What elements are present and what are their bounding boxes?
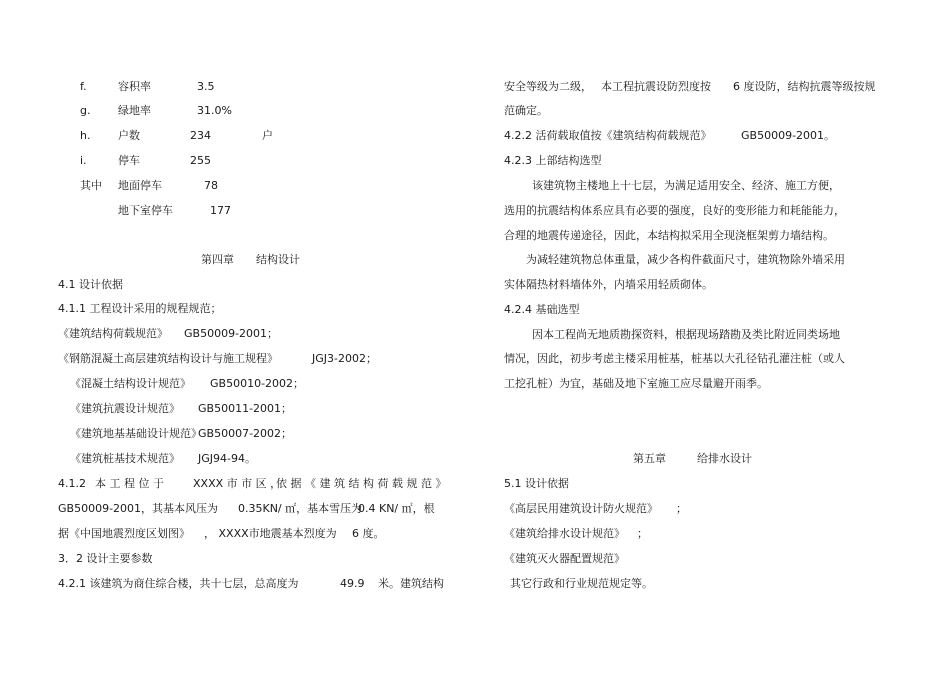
stat-letter: h. [80,129,91,142]
stat-label: 停车 [118,154,140,167]
section-heading: 4.1 设计依据 [58,278,123,291]
stat-value: 255 [190,154,211,167]
code-number: ； [637,527,648,540]
stat-value: 31.0% [197,104,232,117]
code-number: JGJ3-2002； [312,352,377,365]
stat-label: 绿地率 [118,104,151,117]
section-heading: 3．2 设计主要参数 [58,552,153,565]
para-4-2-1-text: 4.2.1 该建筑为商住综合楼，共十七层，总高度为 [58,577,299,590]
para-text: 工挖孔桩）为宜，基础及地下室施工应尽量避开雨季。 [504,377,768,390]
chapter-title: 给排水设计 [697,452,752,465]
stat-label: 容积率 [118,80,151,93]
code-name: 《建筑给排水设计规范》 [504,527,625,540]
para-text: 实体隔热材料墙体外，内墙采用轻质砌体。 [504,278,713,291]
stat-row [80,80,87,94]
code-number: GB50010-2002； [210,377,305,390]
subsection-heading: 4.2.4 基础选型 [504,303,580,316]
parking-basement-label: 地下室停车 [118,204,173,217]
para-text: 情况，因此，初步考虑主楼采用桩基，桩基以大孔径钻孔灌注桩（或人 [504,352,845,365]
para-4-1-2-text: GB50009-2001，其基本风压为 [58,502,219,515]
para-4-1-2-text: 依 据 《 建 筑 结 构 荷 载 规 范 》 [276,477,447,490]
parking-qizhong: 其中 [80,179,102,192]
code-name: 《钢筋混凝土高层建筑结构设计与施工规程》 [58,352,278,365]
para-4-1-2-num: 4.1.2 [58,477,86,490]
para-4-2-1-text: 49.9 [340,577,365,590]
code-number: JGJ94-94。 [198,452,256,465]
para-text: 本工程抗震设防烈度按 [601,80,711,93]
code-name: 《建筑桩基技术规范》 [70,452,180,465]
para-4-1-2-text: 据《中国地震烈度区划图》 [58,527,190,540]
parking-basement-value: 177 [210,204,231,217]
para-text: 6 度设防，结构抗震等级按规 [733,80,876,93]
parking-ground-value: 78 [204,179,218,192]
para-text: 合理的地震传递途径，因此，本结构拟采用全现浇框架剪力墙结构。 [504,229,834,242]
para-4-1-2-text: XXXX 市 市 区 ， [193,477,282,490]
para-text: 选用的抗震结构体系应具有必要的强度，良好的变形能力和耗能能力， [504,204,845,217]
chapter-number: 第四章 [201,253,234,266]
code-name: 《建筑灭火器配置规范》 [504,552,625,565]
stat-letter: g. [80,104,91,117]
parking-ground-label: 地面停车 [118,179,162,192]
stat-value: 3.5 [197,80,215,93]
subsection-heading: 4.1.1 工程设计采用的规程规范； [58,302,222,315]
para-4-1-2-text: ， XXXX市地震基本烈度为 [204,527,337,540]
chapter-number: 第五章 [633,452,666,465]
para-4-1-2-text: 0.35KN/ ㎡，基本雪压为 [238,502,363,515]
subsection-heading: 4.2.2 活荷载取值按《建筑结构荷载规范》 [504,129,712,142]
code-name: 《建筑地基基础设计规范》 [70,427,202,440]
stat-letter: f. [80,80,87,93]
stat-value: 234 [190,129,211,142]
code-name: 《混凝土结构设计规范》 [70,377,191,390]
para-4-2-1-text: 米。建筑结构 [378,577,444,590]
para-4-1-2-text: 0.4 KN/ ㎡，根 [358,502,435,515]
code-name: 《建筑抗震设计规范》 [70,402,180,415]
stat-letter: i. [80,154,87,167]
code-number: GB50009-2001。 [741,129,836,142]
code-number: ； [676,502,687,515]
subsection-heading: 4.2.3 上部结构选型 [504,154,602,167]
code-number: GB50007-2002； [198,427,293,440]
para-4-1-2-text: 6 度。 [352,527,385,540]
para-text: 该建筑物主楼地上十七层，为满足适用安全、经济、施工方便， [532,179,840,192]
para-text: 范确定。 [504,104,548,117]
stat-unit: 户 [262,129,273,142]
section-heading: 5.1 设计依据 [504,477,569,490]
stat-label: 户数 [118,129,140,142]
para-text: 为减轻建筑物总体重量，减少各构件截面尺寸，建筑物除外墙采用 [526,253,845,266]
code-number: GB50009-2001； [184,327,279,340]
chapter-title: 结构设计 [256,253,300,266]
code-number: GB50011-2001； [198,402,293,415]
code-name: 《建筑结构荷载规范》 [58,327,168,340]
para-text: 其它行政和行业规范规定等。 [510,577,653,590]
code-name: 《高层民用建筑设计防火规范》 [504,502,658,515]
para-4-1-2-text: 本 工 程 位 于 [95,477,164,490]
para-text: 因本工程尚无地质勘探资料，根据现场踏勘及类比附近同类场地 [532,328,840,341]
para-text: 安全等级为二级， [504,80,592,93]
